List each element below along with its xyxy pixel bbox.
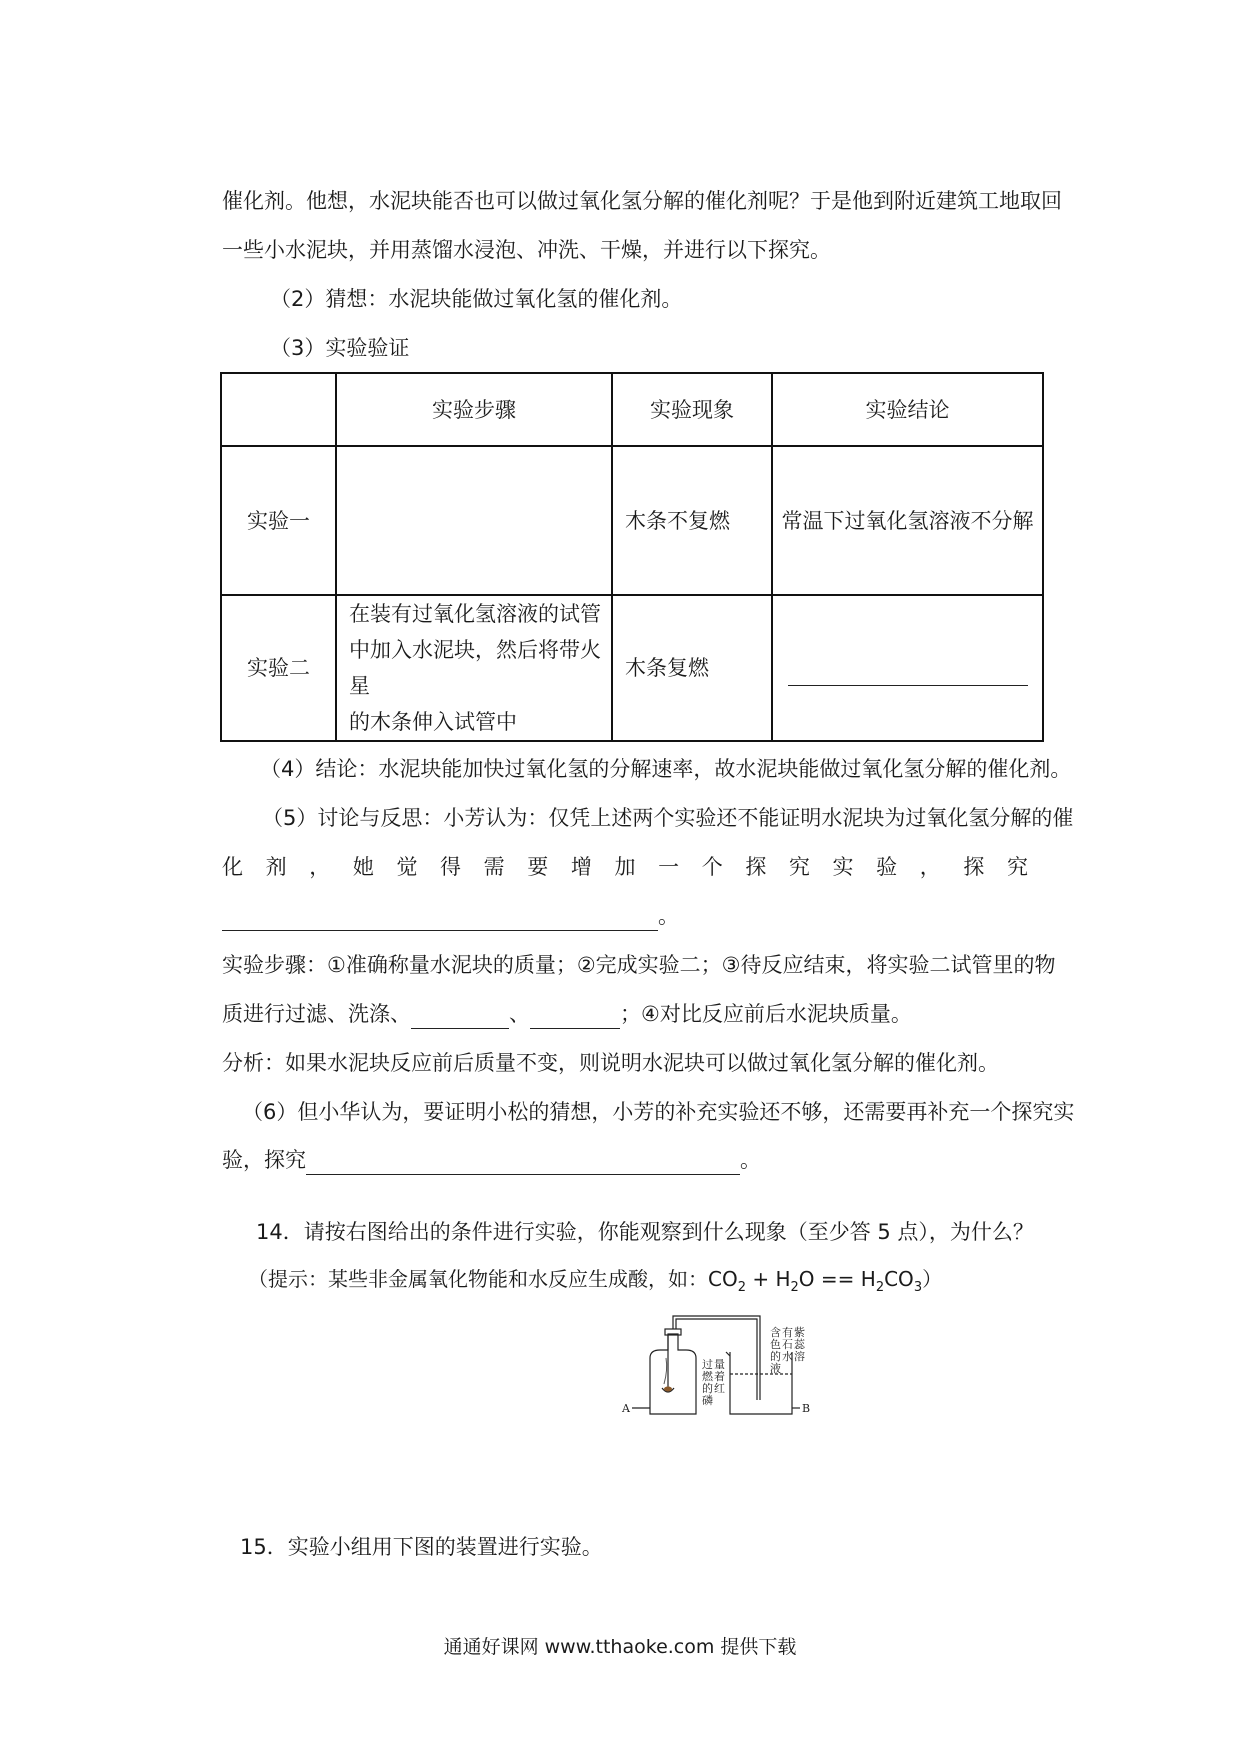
q14-hint: （提示：某些非金属氧化物能和水反应生成酸，如：$CO_2 + H_2O == H_2CO_3$） [248, 1267, 943, 1295]
row-conclusion-exp2 [772, 595, 1043, 741]
figure-label-b: B [802, 1402, 811, 1415]
intro-line-1: 催化剂。他想，水泥块能否也可以做过氧化氢分解的催化剂呢？于是他到附近建筑工地取回 [222, 189, 1062, 213]
svg-text:的: 的 [702, 1382, 713, 1395]
q6-line-1: （6）但小华认为，要证明小松的猜想，小芳的补充实验还不够，还需要再补充一个探究实 [242, 1100, 1075, 1124]
svg-text:过: 过 [702, 1358, 713, 1371]
answer-blank[interactable] [411, 1004, 509, 1029]
svg-text:红: 红 [714, 1382, 725, 1395]
svg-text:溶: 溶 [794, 1350, 805, 1363]
answer-blank[interactable] [788, 661, 1028, 686]
experiment-table [220, 372, 1044, 742]
svg-text:量: 量 [714, 1358, 725, 1371]
page-footer: 通通好课网 www.tthaoke.com 提供下载 [443, 1636, 797, 1658]
svg-text:的: 的 [770, 1350, 781, 1363]
row-name-exp2: 实验二 [221, 595, 336, 741]
svg-text:石: 石 [782, 1338, 793, 1351]
step-line: 在装有过氧化氢溶液的试管 [349, 602, 601, 626]
steps-line-2: 质进行过滤、洗涤、 、 ；④对比反应前后水泥块质量。 [222, 999, 912, 1029]
svg-text:蕊: 蕊 [794, 1338, 805, 1351]
q15-question: 15．实验小组用下图的装置进行实验。 [240, 1535, 603, 1559]
svg-text:燃: 燃 [702, 1370, 713, 1383]
table-header-row [221, 373, 1043, 446]
table-row [221, 595, 1043, 741]
svg-text:磷: 磷 [702, 1394, 713, 1407]
q14-question: 14．请按右图给出的条件进行实验，你能观察到什么现象（至少答 5 点），为什么？ [256, 1220, 1034, 1244]
apparatus-figure [620, 1308, 820, 1428]
row-step-exp2 [336, 595, 612, 741]
q6-line-2: 验，探究 。 [222, 1145, 761, 1175]
row-conclusion-exp1: 常温下过氧化氢溶液不分解 [772, 446, 1043, 595]
row-step-exp1 [336, 446, 612, 595]
analysis-text: 分析：如果水泥块反应前后质量不变，则说明水泥块可以做过氧化氢分解的催化剂。 [222, 1051, 999, 1075]
answer-blank[interactable] [530, 1004, 620, 1029]
header-cell-empty [221, 373, 336, 446]
row-phenomenon-exp2: 木条复燃 [612, 595, 772, 741]
row-name-exp1: 实验一 [221, 446, 336, 595]
figure-label-a: A [622, 1402, 630, 1415]
answer-blank[interactable] [306, 1150, 740, 1175]
svg-text:有: 有 [782, 1326, 793, 1339]
discussion-line-3: 。 [222, 901, 679, 931]
svg-text:着: 着 [714, 1370, 725, 1383]
step-line: 的木条伸入试管中 [349, 710, 517, 734]
verify-title: （3）实验验证 [270, 336, 410, 360]
header-cell-steps: 实验步骤 [336, 373, 612, 446]
steps-line-1: 实验步骤：①准确称量水泥块的质量；②完成实验二；③待反应结束，将实验二试管里的物 [222, 953, 1056, 977]
header-cell-conclusion: 实验结论 [772, 373, 1043, 446]
svg-text:水: 水 [782, 1350, 793, 1363]
table-row [221, 446, 1043, 595]
figure-label-left [702, 1357, 725, 1407]
discussion-line-1: （5）讨论与反思：小芳认为：仅凭上述两个实验还不能证明水泥块为过氧化氢分解的催 [262, 806, 1074, 830]
svg-text:色: 色 [770, 1338, 781, 1351]
row-phenomenon-exp1: 木条不复燃 [612, 446, 772, 595]
svg-text:紫: 紫 [794, 1326, 805, 1339]
header-cell-phenomenon: 实验现象 [612, 373, 772, 446]
svg-text:液: 液 [770, 1362, 781, 1375]
intro-line-2: 一些小水泥块，并用蒸馏水浸泡、冲洗、干燥，并进行以下探究。 [222, 238, 831, 262]
guess-text: （2）猜想：水泥块能做过氧化氢的催化剂。 [270, 287, 683, 311]
answer-blank[interactable] [222, 906, 658, 931]
conclusion-text: （4）结论：水泥块能加快过氧化氢的分解速率，故水泥块能做过氧化氢分解的催化剂。 [260, 757, 1072, 781]
discussion-line-2: 化 剂 ， 她 觉 得 需 要 增 加 一 个 探 究 实 验 ， 探 究 [222, 855, 1028, 879]
step-line: 中加入水泥块，然后将带火星 [349, 638, 601, 698]
svg-text:含: 含 [770, 1326, 781, 1339]
figure-label-right [770, 1325, 806, 1375]
